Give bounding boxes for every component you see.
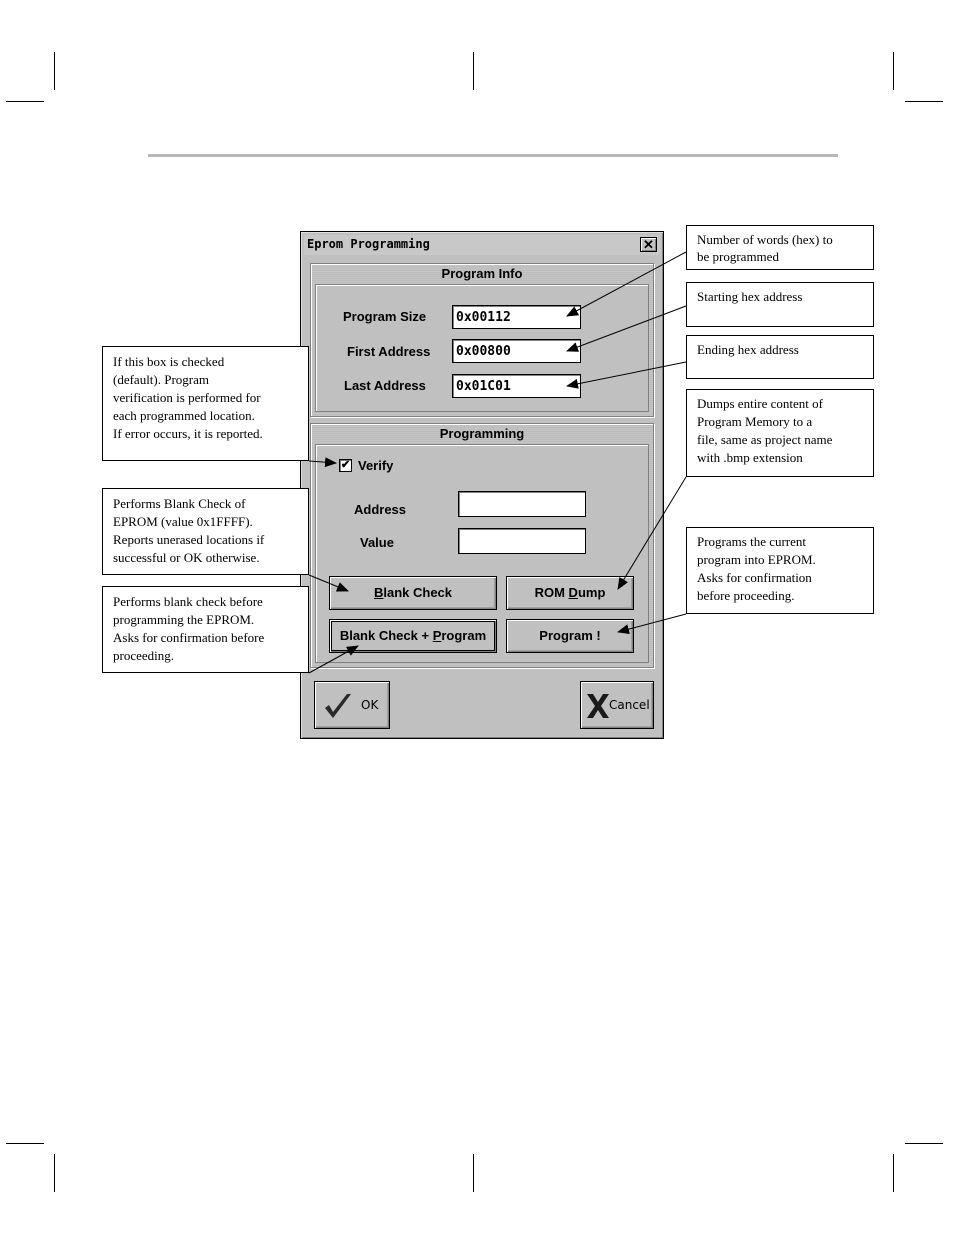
blank-check-program-button[interactable]: Blank Check + Program	[329, 619, 497, 653]
ok-label: OK	[361, 698, 379, 712]
cancel-label: Cancel	[609, 698, 650, 712]
mnemonic: D	[568, 585, 578, 600]
program-button[interactable]: Program !	[506, 619, 634, 653]
callout-blank-program: Performs blank check before programming the EPROM. Asks for confirmation before proceeding.	[102, 586, 309, 673]
program-size-label: Program Size	[343, 309, 427, 324]
arrow-blank-program	[309, 646, 358, 673]
callout-program: Programs the current program into EPROM. Asks for confirmation before proceeding.	[686, 527, 874, 614]
program-info-title: Program Info	[441, 266, 523, 281]
arrow-words	[567, 252, 686, 316]
callout-verify: If this box is checked (default). Program verification is performed for each programmed location. If error occurs, it is reported.	[102, 346, 309, 461]
first-address-label: First Address	[347, 344, 431, 359]
callout-start: Starting hex address	[686, 282, 874, 327]
callout-dump: Dumps entire content of Program Memory to a file, same as project name with .bmp extension	[686, 389, 874, 477]
value-label: Value	[360, 535, 394, 550]
dialog-title: Eprom Programming	[307, 237, 430, 251]
blank-check-button[interactable]: Blank Check	[329, 576, 497, 610]
last-address-label: Last Address	[344, 378, 426, 393]
arrow-start	[567, 306, 686, 351]
address-label: Address	[354, 502, 407, 517]
programming-title: Programming	[439, 426, 525, 441]
arrow-blank-check	[309, 575, 348, 591]
arrow-dump	[618, 477, 686, 589]
rom-dump-button[interactable]: ROM Dump	[506, 576, 634, 610]
checkmark-icon: ✔	[340, 459, 351, 471]
arrow-program	[618, 614, 686, 632]
mnemonic: B	[373, 585, 384, 600]
arrow-verify	[309, 461, 336, 463]
arrow-end	[567, 362, 686, 386]
mnemonic: P	[432, 628, 442, 643]
close-icon: ✕	[643, 237, 654, 252]
callout-end: Ending hex address	[686, 335, 874, 379]
callout-blank-check: Performs Blank Check of EPROM (value 0x1FFFF). Reports unerased locations if successful or OK otherwise.	[102, 488, 309, 575]
verify-label: Verify	[358, 458, 394, 473]
callout-words: Number of words (hex) to be programmed	[686, 225, 874, 270]
